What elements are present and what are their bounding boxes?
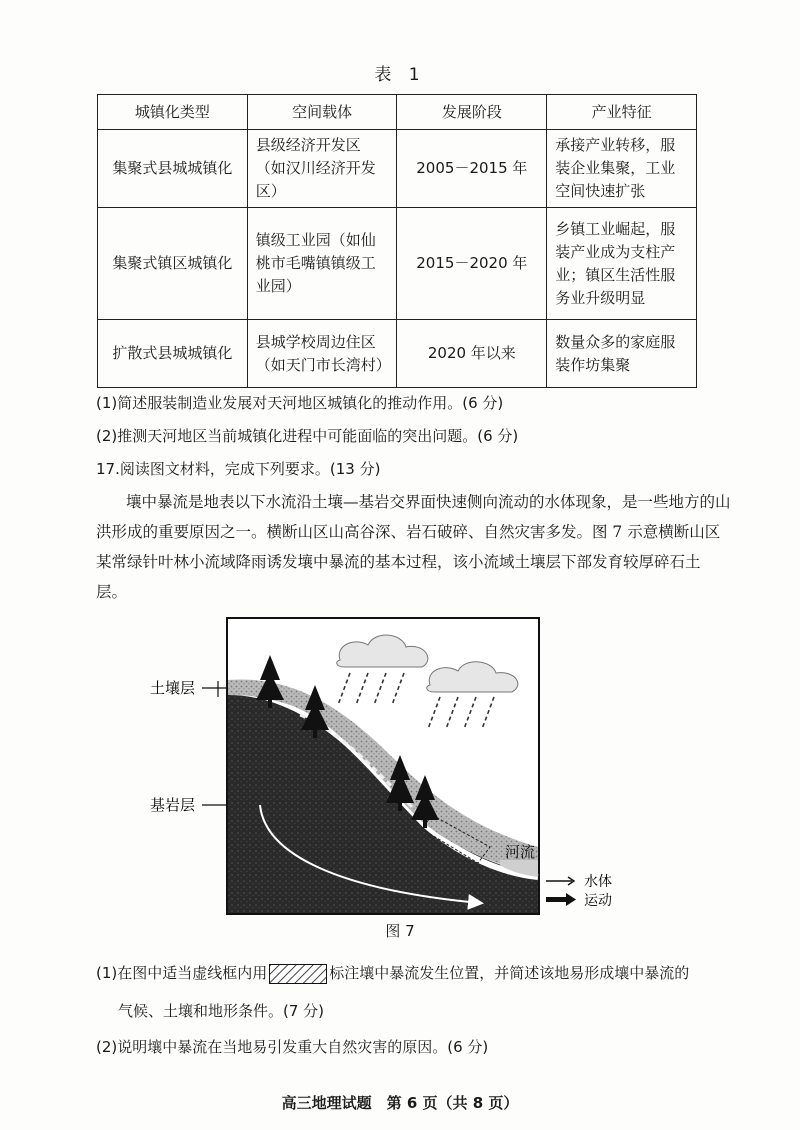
table-header-cell: 空间载体 xyxy=(247,95,397,130)
table-cell: 数量众多的家庭服装作坊集聚 xyxy=(547,320,697,388)
bedrock-layer-label: 基岩层 xyxy=(150,796,196,814)
question-17-1-prefix: (1)在图中适当虚线框内用 xyxy=(96,964,268,982)
question-16-2: (2)推测天河地区当前城镇化进程中可能面临的突出问题。(6 分) xyxy=(96,427,519,445)
table-header-row xyxy=(98,95,697,130)
table-cell: 扩散式县城城镇化 xyxy=(98,320,248,388)
figure-caption: 图 7 xyxy=(385,922,415,940)
question-17-1-continued: 气候、土壤和地形条件。(7 分) xyxy=(118,1002,325,1020)
table-cell: 2005－2015 年 xyxy=(397,130,547,208)
table-cell: 乡镇工业崛起，服装产业成为支柱产业；镇区生活性服务业升级明显 xyxy=(547,208,697,320)
table-cell: 县级经济开发区（如汉川经济开发区） xyxy=(247,130,397,208)
figure-7-drawing xyxy=(140,615,640,945)
soil-layer-label: 土壤层 xyxy=(150,679,196,697)
material-paragraph: 壤中暴流是地表以下水流沿土壤—基岩交界面快速侧向流动的水体现象，是一些地方的山洪形成的重要原因之一。横断山区山高谷深、岩石破碎、自然灾害多发。图 7 示意横断山区某常绿针叶林小流域降雨诱发壤中暴流的基本过程，该小流域土壤层下部发育较厚碎石土层。 xyxy=(96,493,731,601)
question-17-1-suffix: 标注壤中暴流发生位置，并简述该地易形成壤中暴流的 xyxy=(329,964,690,982)
table-cell: 镇级工业园（如仙桃市毛嘴镇镇级工业园） xyxy=(247,208,397,320)
figure-7 xyxy=(140,615,640,945)
hatch-pattern-icon xyxy=(270,965,326,983)
legend-motion-label: 运动 xyxy=(584,893,612,909)
table-row xyxy=(98,208,697,320)
question-16-1: (1)简述服装制造业发展对天河地区城镇化的推动作用。(6 分) xyxy=(96,394,504,412)
table-cell: 县城学校周边住区（如天门市长湾村） xyxy=(247,320,397,388)
question-17-1 xyxy=(96,962,689,984)
table-cell: 2020 年以来 xyxy=(397,320,547,388)
river-label: 河流 xyxy=(505,843,536,861)
hatch-symbol xyxy=(269,964,327,984)
legend-water-label: 水体 xyxy=(584,874,612,890)
table-header-cell: 产业特征 xyxy=(547,95,697,130)
page-footer: 高三地理试题 第 6 页（共 8 页） xyxy=(281,1094,519,1112)
table-header-cell: 城镇化类型 xyxy=(98,95,248,130)
question-17-title: 17.阅读图文材料，完成下列要求。(13 分) xyxy=(96,460,381,478)
table-caption: 表 1 xyxy=(374,65,426,85)
table-cell: 集聚式县城城镇化 xyxy=(98,130,248,208)
table-row xyxy=(98,320,697,388)
question-17-2: (2)说明壤中暴流在当地易引发重大自然灾害的原因。(6 分) xyxy=(96,1038,489,1056)
table-cell: 2015－2020 年 xyxy=(397,208,547,320)
table-row xyxy=(98,130,697,208)
table-cell: 承接产业转移，服装企业集聚，工业空间快速扩张 xyxy=(547,130,697,208)
urbanization-table xyxy=(97,94,697,388)
table-cell: 集聚式镇区城镇化 xyxy=(98,208,248,320)
table-header-cell: 发展阶段 xyxy=(397,95,547,130)
legend-motion-arrow xyxy=(546,897,568,902)
